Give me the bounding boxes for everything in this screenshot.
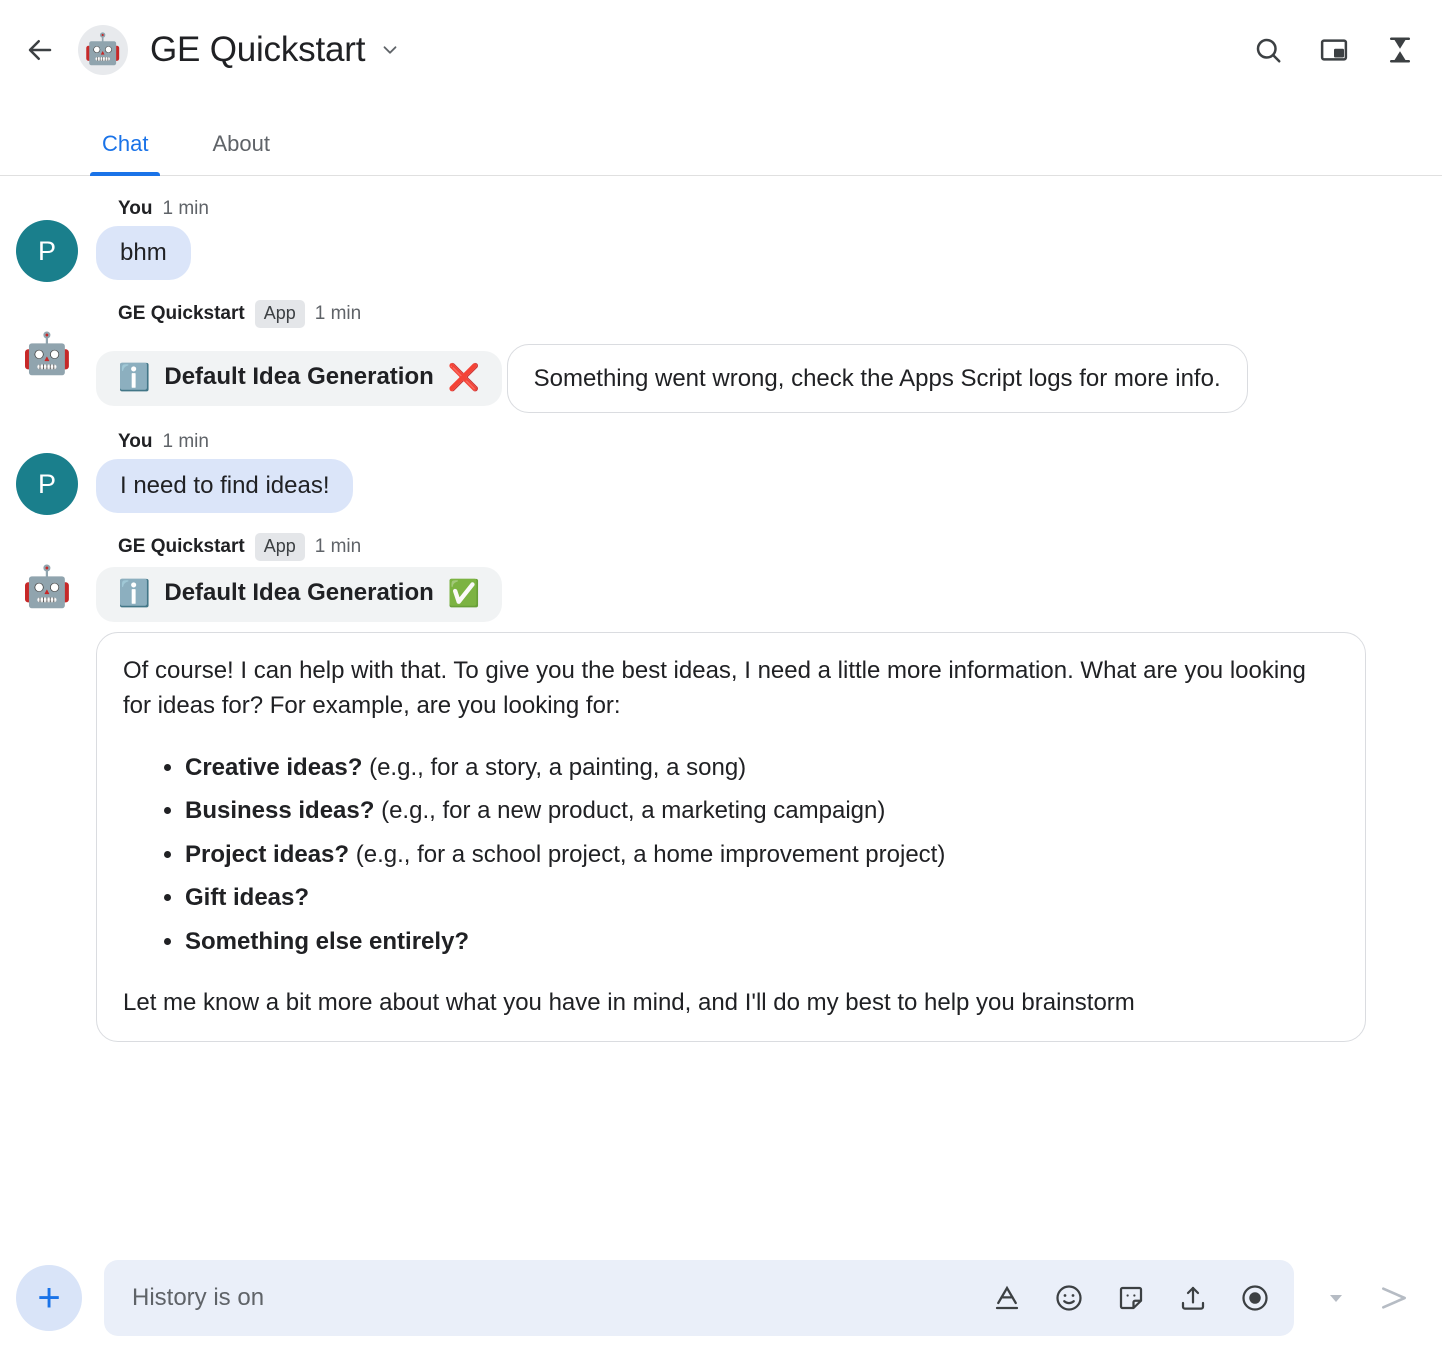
picture-in-picture-icon[interactable] xyxy=(1316,32,1352,68)
status-badge: ❌ xyxy=(447,361,481,392)
card-text: Something went wrong, check the Apps Script logs for more info. xyxy=(533,364,1221,392)
list-item xyxy=(185,793,1339,829)
card-closing-text: Let me know a bit more about what you have in mind, and I'll do my best to help you brainstorm xyxy=(123,989,1135,1017)
list-item xyxy=(185,924,1339,960)
message-timestamp: 1 min xyxy=(314,535,362,557)
avatar xyxy=(16,322,78,384)
send-icon[interactable] xyxy=(1370,1274,1418,1322)
message-bubble[interactable]: bhm xyxy=(96,226,191,280)
message-meta xyxy=(96,427,1418,459)
message-sender: GE Quickstart xyxy=(118,535,245,557)
chat-header xyxy=(0,0,1442,100)
message-item xyxy=(0,427,1442,515)
message-sender: You xyxy=(118,431,153,453)
app-badge: App xyxy=(255,533,305,561)
avatar xyxy=(16,555,78,617)
message-input[interactable] xyxy=(130,1283,974,1313)
avatar-column xyxy=(16,529,96,1042)
card-body xyxy=(96,632,1366,1042)
tab-chat[interactable]: Chat xyxy=(96,131,154,175)
robot-icon: 🤖 xyxy=(84,33,122,66)
message-sender: GE Quickstart xyxy=(118,302,245,324)
card-header[interactable] xyxy=(96,351,502,406)
message-body xyxy=(96,427,1418,515)
chevron-down-icon[interactable] xyxy=(1312,1274,1360,1322)
emoji-icon[interactable] xyxy=(1052,1281,1086,1315)
app-badge: App xyxy=(255,300,305,328)
list-item xyxy=(185,837,1339,873)
list-item xyxy=(185,880,1339,916)
composer-input-wrap[interactable] xyxy=(104,1260,1294,1336)
record-icon[interactable] xyxy=(1238,1281,1272,1315)
idea-list xyxy=(123,750,1339,960)
message-meta xyxy=(96,194,1418,226)
message-item xyxy=(0,194,1442,282)
add-attachment-button[interactable]: + xyxy=(16,1265,82,1331)
info-icon: ℹ️ xyxy=(118,577,151,608)
tab-bar xyxy=(0,100,1442,176)
card-header[interactable] xyxy=(96,567,502,622)
format-text-icon[interactable] xyxy=(990,1281,1024,1315)
collapse-icon[interactable] xyxy=(1382,32,1418,68)
message-body xyxy=(96,296,1418,413)
upload-icon[interactable] xyxy=(1176,1281,1210,1315)
page-title: GE Quickstart xyxy=(150,30,366,69)
sticker-icon[interactable] xyxy=(1114,1281,1148,1315)
robot-icon: 🤖 xyxy=(22,564,72,609)
header-actions xyxy=(1250,32,1418,68)
list-item-label: Project ideas? xyxy=(185,840,350,868)
robot-icon: 🤖 xyxy=(22,331,72,376)
composer-icons xyxy=(990,1281,1272,1315)
message-composer xyxy=(0,1228,1442,1368)
send-controls xyxy=(1312,1274,1418,1322)
app-avatar xyxy=(78,25,128,75)
message-body xyxy=(96,194,1418,282)
list-item-label: Gift ideas? xyxy=(185,884,310,912)
avatar-column xyxy=(16,427,96,515)
message-meta xyxy=(96,529,1418,567)
tab-about[interactable]: About xyxy=(212,131,270,156)
card-title: Default Idea Generation xyxy=(164,579,434,607)
message-sender: You xyxy=(118,198,153,219)
avatar-column xyxy=(16,194,96,282)
list-item-label: Creative ideas? xyxy=(185,753,363,781)
list-item-label: Something else entirely? xyxy=(185,927,470,955)
search-icon[interactable] xyxy=(1250,32,1286,68)
message-timestamp: 1 min xyxy=(162,431,209,453)
message-item xyxy=(0,529,1442,1042)
info-icon: ℹ️ xyxy=(118,361,151,392)
card-title: Default Idea Generation xyxy=(164,363,434,390)
list-item-detail: (e.g., for a school project, a home improvement project) xyxy=(349,840,946,868)
avatar-column xyxy=(16,296,96,413)
status-badge: ✅ xyxy=(447,577,481,608)
card-body xyxy=(507,344,1248,414)
list-item-label: Business ideas? xyxy=(185,797,375,825)
chevron-down-icon[interactable] xyxy=(379,39,401,61)
message-list[interactable] xyxy=(0,176,1442,1228)
message-body xyxy=(96,529,1418,1042)
list-item-detail: (e.g., for a new product, a marketing campaign) xyxy=(374,797,886,825)
message-meta xyxy=(96,296,1418,334)
message-timestamp: 1 min xyxy=(314,302,362,324)
avatar: P xyxy=(16,453,78,515)
message-timestamp: 1 min xyxy=(162,198,209,219)
arrow-left-icon[interactable] xyxy=(16,26,64,74)
list-item xyxy=(185,750,1339,786)
avatar: P xyxy=(16,220,78,282)
card-intro-text: Of course! I can help with that. To give you the best ideas, I need a little more information. What are you looking for ideas for? For example, are you looking for: xyxy=(123,656,1306,720)
message-bubble[interactable]: I need to find ideas! xyxy=(96,459,353,513)
message-item xyxy=(0,296,1442,413)
list-item-detail: (e.g., for a story, a painting, a song) xyxy=(362,753,747,781)
